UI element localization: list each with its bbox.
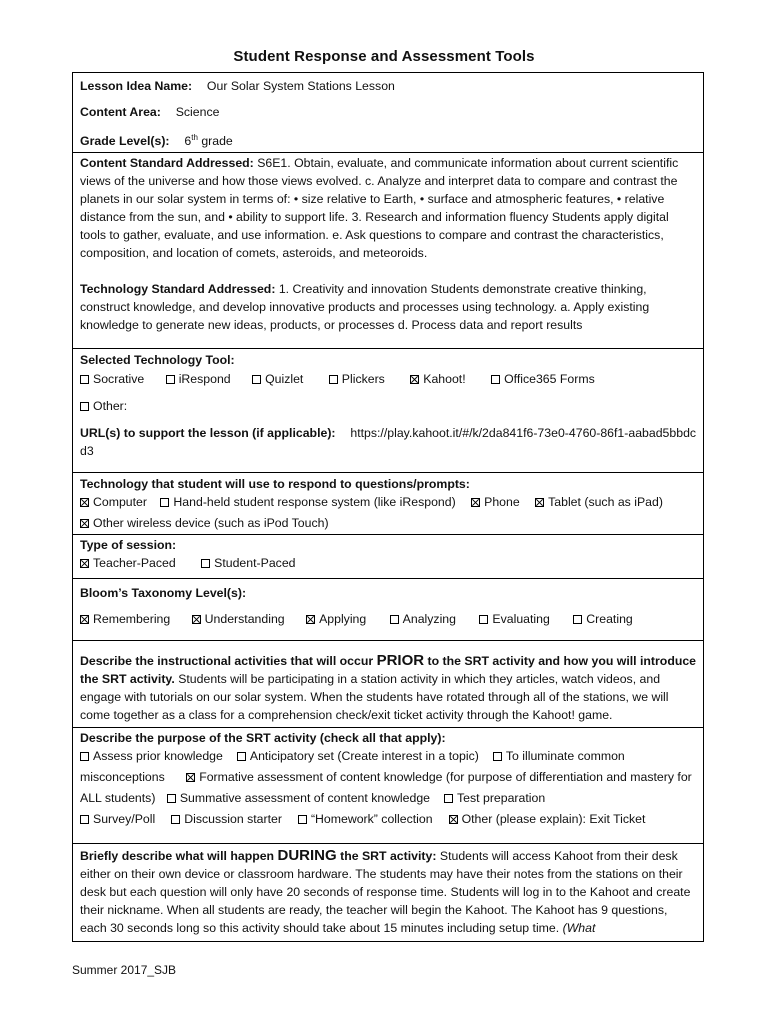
checkbox-checked-icon[interactable]: [186, 773, 195, 782]
content-standard-text: S6E1. Obtain, evaluate, and communicate information about current scientific views of the universe and how those views evolved. c. Analyze and interpret data to compare and contrast the planets in our solar system in terms of: • size relative to Earth, • surface and atmospheric features, • relative distance from the sun, and • ability to support life. 3. Research and information fluency Students apply digital tools to gather, evaluate, and use information. e. Ask questions to compare and contrast the characteristics, composition, and location of comets, asteroids, and meteoroids.: [80, 156, 679, 260]
prior-tail: to the SRT activity and how you will introduce the SRT activity.: [80, 654, 697, 686]
checkbox-icon[interactable]: [201, 559, 210, 568]
blooms-option-remembering[interactable]: Remembering: [80, 610, 170, 628]
checkbox-checked-icon[interactable]: [306, 615, 315, 624]
blooms-taxonomy-section: [73, 579, 703, 641]
grade-level-number: 6: [184, 134, 192, 149]
blooms-option-evaluating[interactable]: Evaluating: [479, 610, 549, 628]
session-type-label: Type of session:: [80, 538, 177, 552]
prior-emphasis: PRIOR: [376, 652, 425, 669]
purpose-option-summative[interactable]: Summative assessment of content knowledge: [167, 788, 430, 809]
purpose-option-anticipatory-set[interactable]: Anticipatory set (Create interest in a topic): [237, 746, 479, 767]
purpose-option-prior-knowledge[interactable]: Assess prior knowledge: [80, 746, 223, 767]
technology-standard: [80, 280, 697, 334]
tool-option-socrative[interactable]: Socrative: [80, 370, 144, 388]
checkbox-icon[interactable]: [493, 752, 502, 761]
session-type-section: [73, 535, 703, 579]
prior-description: Students will be participating in a station activity in which they articles, watch videos, and engage with tutorials on our solar system. When the students have rotated through all of the stations, we will come together as a class for a comprehension check/exit ticket activity through the Kahoot! game.: [80, 672, 669, 722]
blooms-option-analyzing[interactable]: Analyzing: [390, 610, 456, 628]
respond-option-computer[interactable]: Computer: [80, 493, 147, 511]
prior-activities-section: [73, 641, 703, 728]
checkbox-icon[interactable]: [252, 375, 261, 384]
purpose-other-value: Exit Ticket: [589, 812, 646, 826]
blooms-taxonomy-label: Bloom’s Taxonomy Level(s):: [80, 586, 247, 600]
tool-option-irespond[interactable]: iRespond: [166, 370, 231, 388]
during-description: Students will access Kahoot from their desk either on their own device or classroom hardware. The students may have their notes from the stations on their desk but each question will only have 20 seconds of response time. Students will log in to the Kahoot and create their nickname. When all students are ready, the teacher will begin the Kahoot. The Kahoot has 9 questions, each 30 seconds long so this activity should take about 15 minutes including setup time.: [80, 849, 691, 935]
technology-standard-label: Technology Standard Addressed:: [80, 282, 276, 296]
lesson-info-section: [73, 73, 703, 153]
blooms-option-applying[interactable]: Applying: [306, 610, 366, 628]
content-area-value: Science: [175, 105, 220, 119]
during-emphasis: DURING: [277, 847, 337, 864]
response-technology-label: Technology that student will use to respond to questions/prompts:: [80, 477, 470, 491]
tool-option-kahoot[interactable]: Kahoot!: [410, 370, 465, 388]
prior-lead: Describe the instructional activities that will occur: [80, 654, 374, 668]
content-area-row: [80, 99, 697, 125]
grade-level-row: [80, 125, 697, 153]
checkbox-icon[interactable]: [80, 752, 89, 761]
checkbox-icon[interactable]: [491, 375, 500, 384]
respond-option-phone[interactable]: Phone: [471, 493, 520, 511]
respond-option-handheld[interactable]: Hand-held student response system (like iRespond): [160, 493, 455, 511]
tool-option-other[interactable]: Other:: [80, 397, 697, 415]
grade-level-label: Grade Level(s):: [80, 134, 170, 149]
document-title: Student Response and Assessment Tools: [233, 48, 535, 65]
purpose-option-survey[interactable]: Survey/Poll: [80, 809, 155, 830]
checkbox-checked-icon[interactable]: [192, 615, 201, 624]
checkbox-checked-icon[interactable]: [80, 615, 89, 624]
checkbox-icon[interactable]: [329, 375, 338, 384]
lesson-idea-value: Our Solar System Stations Lesson: [206, 79, 395, 93]
srt-purpose-label: Describe the purpose of the SRT activity (check all that apply):: [80, 731, 446, 745]
content-area-label: Content Area:: [80, 105, 161, 119]
purpose-option-discussion[interactable]: Discussion starter: [171, 809, 282, 830]
tool-option-office365-forms[interactable]: Office365 Forms: [491, 370, 595, 388]
srt-purpose-section: [73, 728, 703, 844]
page-footer: Summer 2017_SJB: [72, 963, 177, 977]
purpose-option-formative[interactable]: Formative assessment of content knowledge (for purpose of differentiation and mastery for ALL students): [80, 770, 692, 805]
checkbox-checked-icon[interactable]: [471, 498, 480, 507]
technology-standard-text: 1. Creativity and innovation Students demonstrate creative thinking, construct knowledge, and develop innovative products and processes using technology. a. Apply existing knowledge to generate new ideas, products, or processes d. Process data and report results: [80, 282, 650, 332]
response-technology-options: [80, 493, 697, 511]
standards-section: [73, 153, 703, 349]
lesson-idea-label: Lesson Idea Name:: [80, 79, 193, 93]
checkbox-icon[interactable]: [80, 375, 89, 384]
session-option-student-paced[interactable]: Student-Paced: [201, 554, 295, 572]
checkbox-icon[interactable]: [298, 815, 307, 824]
grade-level-suffix: th: [191, 133, 198, 142]
lesson-url-row: [80, 424, 697, 460]
checkbox-checked-icon[interactable]: [535, 498, 544, 507]
tool-option-quizlet[interactable]: Quizlet: [252, 370, 303, 388]
assessment-form: [72, 72, 704, 942]
during-tail: the SRT activity:: [340, 849, 437, 863]
checkbox-icon[interactable]: [479, 615, 488, 624]
blooms-option-creating[interactable]: Creating: [573, 610, 632, 628]
tool-options: [80, 370, 697, 388]
during-activity-section: [73, 844, 703, 943]
tool-option-plickers[interactable]: Plickers: [329, 370, 385, 388]
checkbox-icon[interactable]: [160, 498, 169, 507]
content-standard: [80, 154, 697, 262]
content-standard-label: Content Standard Addressed:: [80, 156, 254, 170]
grade-level-text: grade: [201, 134, 233, 149]
blooms-option-understanding[interactable]: Understanding: [192, 610, 285, 628]
checkbox-icon[interactable]: [390, 615, 399, 624]
checkbox-icon[interactable]: [573, 615, 582, 624]
purpose-option-test-prep[interactable]: Test preparation: [444, 788, 545, 809]
checkbox-icon[interactable]: [80, 402, 89, 411]
during-lead: Briefly describe what will happen: [80, 849, 275, 863]
checkbox-checked-icon[interactable]: [80, 519, 89, 528]
purpose-option-other[interactable]: Other (please explain): Exit Ticket: [449, 809, 646, 830]
purpose-options: [80, 746, 697, 830]
checkbox-icon[interactable]: [444, 794, 453, 803]
session-option-teacher-paced[interactable]: Teacher-Paced: [80, 554, 176, 572]
checkbox-icon[interactable]: [166, 375, 175, 384]
lesson-idea-row: [80, 73, 697, 99]
lesson-url-label: URL(s) to support the lesson (if applicable):: [80, 426, 336, 440]
checkbox-icon[interactable]: [80, 815, 89, 824]
respond-option-other-wireless[interactable]: Other wireless device (such as iPod Touch): [80, 514, 697, 532]
checkbox-checked-icon[interactable]: [80, 559, 89, 568]
respond-option-tablet[interactable]: Tablet (such as iPad): [535, 493, 663, 511]
checkbox-checked-icon[interactable]: [80, 498, 89, 507]
technology-tool-section: [73, 349, 703, 473]
purpose-option-misconceptions[interactable]: To illuminate common misconceptions: [80, 749, 625, 784]
during-trailing-text: (What: [562, 921, 596, 935]
response-technology-section: [73, 473, 703, 535]
purpose-option-homework[interactable]: “Homework” collection: [298, 809, 433, 830]
checkbox-checked-icon[interactable]: [410, 375, 419, 384]
lesson-url-link[interactable]: https://play.kahoot.it/#/k/2da841f6-73e0-4760-86f1-aabad5bbdcd3: [80, 426, 697, 458]
technology-tool-label: Selected Technology Tool:: [80, 353, 235, 367]
checkbox-icon[interactable]: [171, 815, 180, 824]
blooms-options: [80, 610, 697, 628]
checkbox-checked-icon[interactable]: [449, 815, 458, 824]
checkbox-icon[interactable]: [237, 752, 246, 761]
session-type-options: [80, 554, 697, 572]
checkbox-icon[interactable]: [167, 794, 176, 803]
